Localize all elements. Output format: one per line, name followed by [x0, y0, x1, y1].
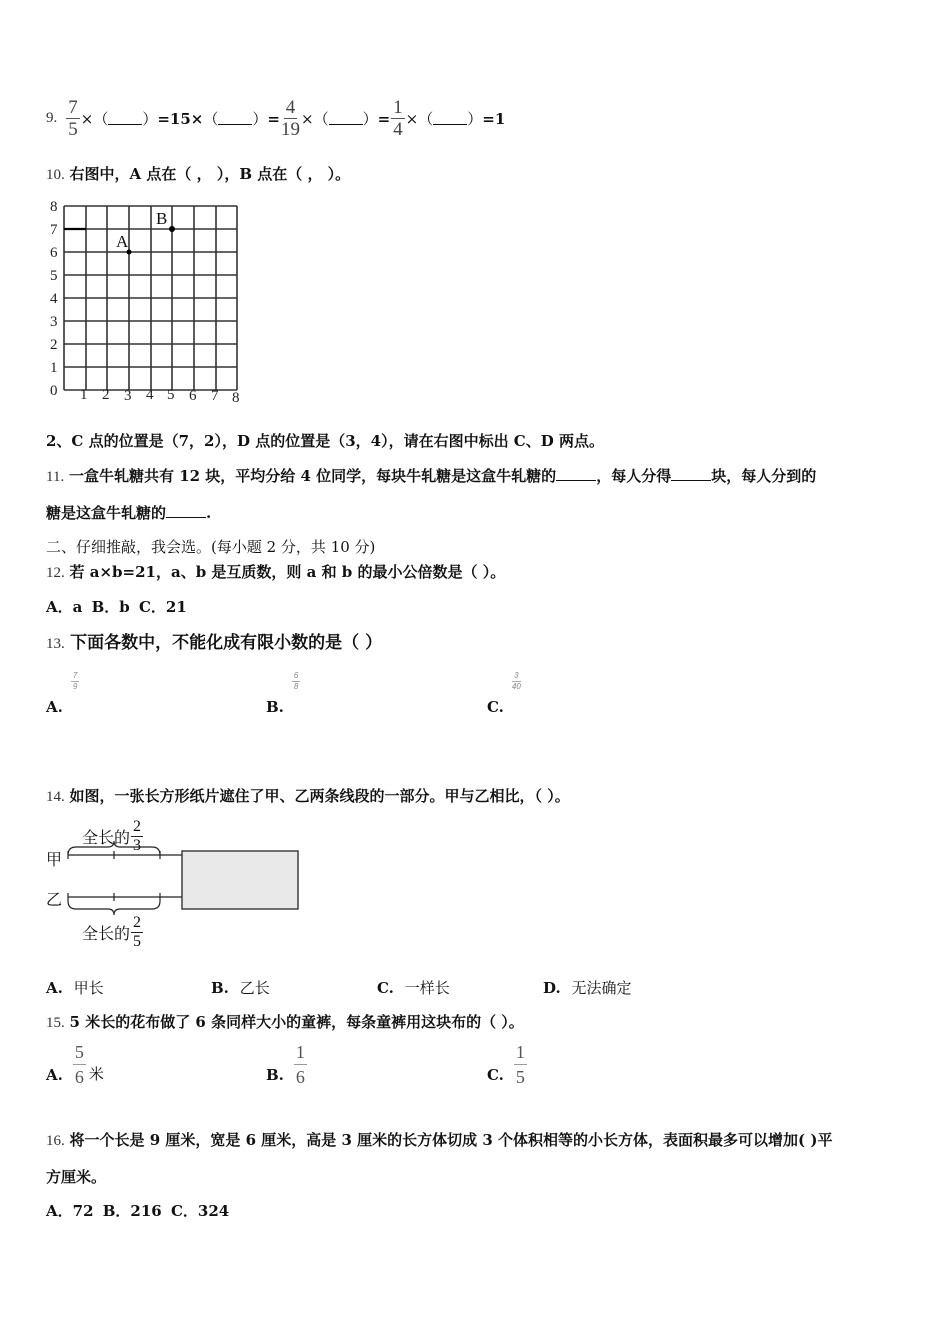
question-15-option-c[interactable]: C. $\frac{1}{5}$ — [487, 1042, 525, 1087]
option-c[interactable]: C. $\frac{3}{40}$ — [487, 671, 521, 716]
svg-text:4: 4 — [146, 387, 154, 403]
svg-text:5: 5 — [50, 268, 58, 284]
question-15: 15. 5 米长的花布做了 6 条同样大小的童裤，每条童裤用这块布的（ ）。 — [46, 1013, 524, 1031]
svg-text:A: A — [116, 232, 129, 251]
question-14-option-b[interactable]: B. 乙长 — [211, 979, 270, 997]
svg-text:3: 3 — [50, 314, 58, 330]
question-12: 12. 若 a×b=21，a、b 是互质数，则 a 和 b 的最小公倍数是（ ）。 — [46, 563, 506, 581]
svg-text:6: 6 — [189, 388, 197, 404]
svg-text:5: 5 — [167, 387, 175, 403]
question-number: 9. — [46, 110, 58, 126]
svg-text:1: 1 — [50, 360, 58, 376]
svg-text:8: 8 — [50, 199, 58, 215]
fraction-5-6: $\frac{5}{6}$ — [74, 1042, 84, 1087]
question-15-option-a[interactable]: A. $\frac{5}{6}$ 米 — [46, 1042, 104, 1087]
question-13: 13. 下面各数中，不能化成有限小数的是（ ） — [46, 633, 383, 653]
question-16-options[interactable]: A．72 B．216 C．324 — [46, 1202, 230, 1220]
question-14-option-a[interactable]: A. 甲长 — [46, 979, 104, 997]
answer-blank-1[interactable] — [556, 468, 596, 481]
fraction-7-9: $\frac{7}{9}$ — [72, 671, 78, 691]
question-15-option-b[interactable]: B. $\frac{1}{6}$ — [266, 1042, 305, 1087]
paper-rectangle — [182, 851, 298, 909]
label-yi: 乙 — [46, 890, 63, 909]
answer-blank-1[interactable] — [108, 112, 142, 125]
fraction-6-8: $\frac{6}{8}$ — [293, 671, 299, 691]
svg-text:B: B — [156, 209, 168, 228]
option-a[interactable]: A. $\frac{7}{9}$ — [46, 671, 78, 716]
svg-text:4: 4 — [50, 291, 58, 307]
bottom-caption: 全长的 $\frac{2}{5}$ — [82, 914, 142, 950]
question-10-part-2: 2、C 点的位置是（7，2），D 点的位置是（3，4），请在右图中标出 C、D 两点。 — [46, 432, 604, 450]
fraction-4-19: $\frac{4}{19}$ — [280, 97, 300, 140]
fraction-1-4: $\frac{1}{4}$ — [393, 97, 403, 140]
option-b[interactable]: B. $\frac{6}{8}$ — [266, 671, 299, 716]
svg-text:7: 7 — [50, 222, 58, 238]
svg-text:3: 3 — [124, 388, 132, 404]
svg-text:7: 7 — [211, 388, 219, 404]
question-12-options[interactable]: A．a B．b C．21 — [46, 598, 187, 616]
question-14-option-c[interactable]: C. 一样长 — [377, 979, 450, 997]
question-10: 10. 右图中，A 点在（ ， ），B 点在（ ， ）。 — [46, 165, 351, 183]
question-11-line-2: 糖是这盒牛轧糖的 . — [46, 504, 212, 522]
coordinate-grid — [46, 196, 256, 408]
fraction-7-5: $\frac{7}{5}$ — [68, 97, 78, 140]
answer-blank-3[interactable] — [166, 505, 206, 518]
question-16-line-2: 方厘米。 — [46, 1168, 107, 1186]
question-9: 9. $\frac{7}{5}$ × （ ） =15× （ ） = $\frac{4}{19}$ × （ ） = $\frac{1}{4}$ × （ ） =1 — [46, 97, 506, 140]
question-14: 14. 如图，一张长方形纸片遮住了甲、乙两条线段的一部分。甲与乙相比，（ ）。 — [46, 787, 570, 805]
svg-text:1: 1 — [80, 387, 88, 403]
top-caption: 全长的 $\frac{2}{3}$ — [82, 818, 142, 854]
question-16-line-1: 16. 将一个长是 9 厘米，宽是 6 厘米，高是 3 厘米的长方体切成 3 个体积相等的小长方体，表面积最多可以增加( )平 — [46, 1131, 833, 1149]
svg-text:2: 2 — [50, 337, 58, 353]
svg-text:8: 8 — [232, 390, 240, 406]
svg-text:2: 2 — [102, 387, 110, 403]
svg-text:0: 0 — [50, 383, 58, 399]
answer-blank-2[interactable] — [218, 112, 252, 125]
segments-figure — [46, 815, 306, 950]
fraction-3-40: $\frac{3}{40}$ — [511, 671, 521, 691]
section-title: 二、仔细推敲，我会选。(每小题 2 分，共 10 分) — [46, 538, 376, 556]
answer-blank-2[interactable] — [671, 468, 711, 481]
label-jia: 甲 — [46, 850, 63, 869]
question-11-line-1: 11. 一盒牛轧糖共有 12 块，平均分给 4 位同学，每块牛轧糖是这盒牛轧糖的 ，每人分得 块，每人分到的 — [46, 467, 817, 485]
answer-blank-4[interactable] — [433, 112, 467, 125]
fraction-1-6: $\frac{1}{6}$ — [295, 1042, 305, 1087]
svg-text:6: 6 — [50, 245, 58, 261]
answer-blank-3[interactable] — [329, 112, 363, 125]
fraction-1-5: $\frac{1}{5}$ — [515, 1042, 525, 1087]
question-14-option-d[interactable]: D. 无法确定 — [543, 979, 632, 997]
